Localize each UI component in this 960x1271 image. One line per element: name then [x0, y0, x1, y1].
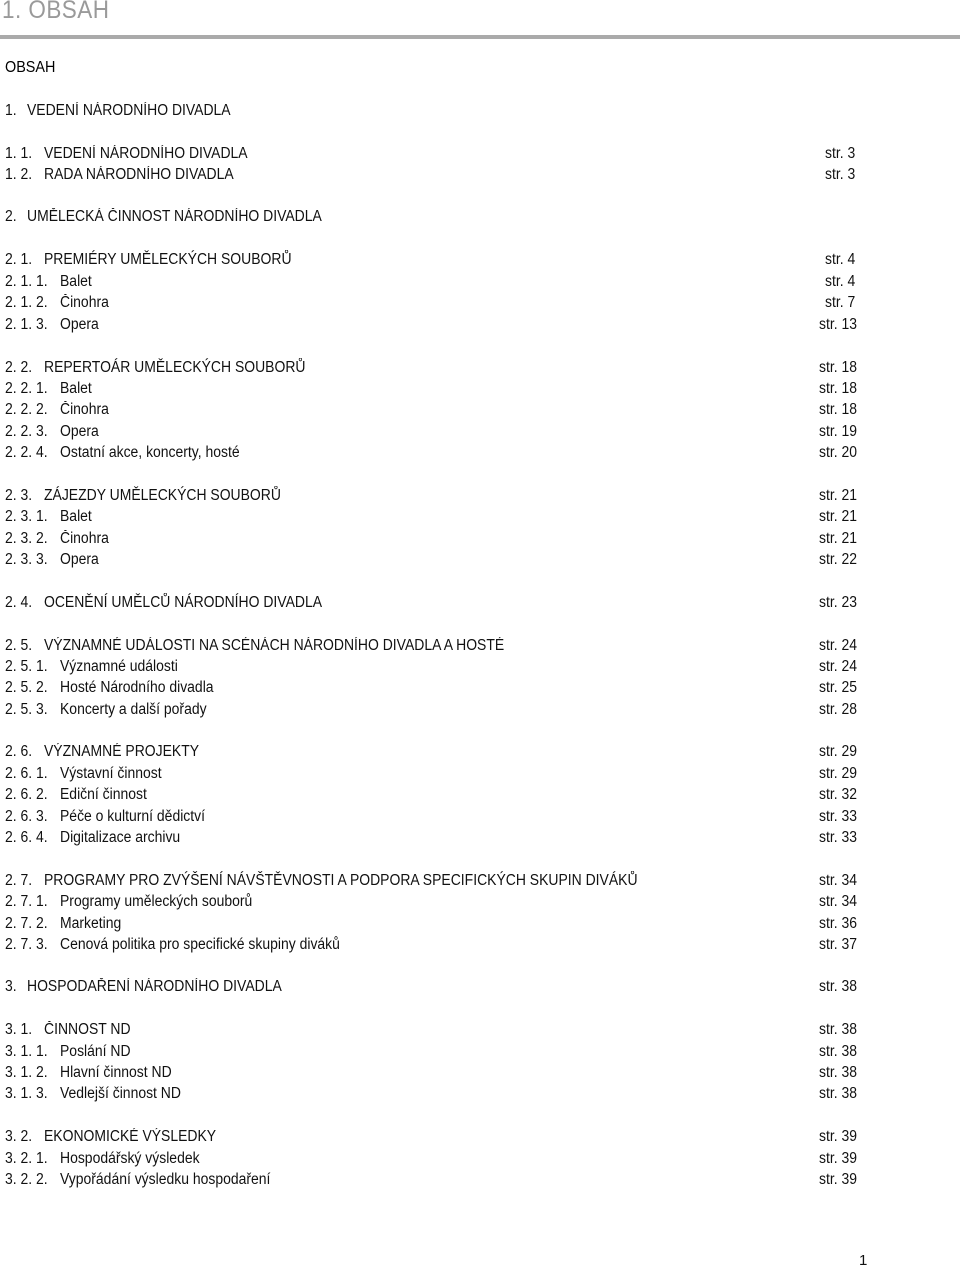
toc-entry-label: HOSPODAŘENÍ NÁRODNÍHO DIVADLA: [27, 978, 282, 995]
toc-entry-number: 3. 2. 1.: [5, 1150, 48, 1167]
toc-entry-label: RADA NÁRODNÍHO DIVADLA: [44, 166, 234, 183]
toc-entry-page: str. 23: [819, 594, 857, 611]
toc-entry-page: str. 3: [825, 145, 856, 162]
toc-entry-label: VEDENÍ NÁRODNÍHO DIVADLA: [44, 145, 248, 162]
toc-entry-page: str. 29: [819, 765, 857, 782]
toc-entry-label: VÝZNAMNÉ PROJEKTY: [44, 743, 200, 760]
toc-entry-number: 1. 2.: [5, 166, 33, 183]
toc-entry-label: Opera: [60, 551, 99, 568]
toc-entry[interactable]: [0, 935, 960, 955]
toc-entry[interactable]: [0, 165, 960, 185]
toc-entry-label: Balet: [60, 273, 92, 290]
toc-entry-number: 2. 5.: [5, 637, 33, 654]
toc-entry-number: 2. 6. 3.: [5, 808, 48, 825]
toc-entry-page: str. 24: [819, 658, 857, 675]
toc-entry-label: ČINNOST ND: [44, 1021, 131, 1038]
toc-entry-page: str. 18: [819, 380, 857, 397]
toc-entry-label: VÝZNAMNÉ UDÁLOSTI NA SCÉNÁCH NÁRODNÍHO DIVADLA A HOSTÉ: [44, 637, 505, 654]
toc-entry-label: Digitalizace archivu: [60, 829, 181, 846]
toc-entry-page: str. 38: [819, 1085, 857, 1102]
toc-entry-label: REPERTOÁR UMĚLECKÝCH SOUBORŮ: [44, 359, 306, 376]
toc-entry[interactable]: [0, 593, 960, 613]
toc-entry-number: 3. 2.: [5, 1128, 33, 1145]
toc-entry-number: 3. 1. 3.: [5, 1085, 48, 1102]
toc-entry[interactable]: [0, 272, 960, 292]
toc-entry-label: Výstavní činnost: [60, 765, 162, 782]
toc-entry-label: Činohra: [60, 294, 109, 311]
toc-entry-page: str. 33: [819, 829, 857, 846]
toc-entry[interactable]: [0, 207, 960, 227]
toc-entry-number: 2. 7. 2.: [5, 915, 48, 932]
toc-entry-number: 2. 2. 4.: [5, 444, 48, 461]
toc-entry[interactable]: [0, 422, 960, 442]
toc-entry-page: str. 33: [819, 808, 857, 825]
toc-entry-label: Opera: [60, 316, 99, 333]
toc-entry[interactable]: [0, 1149, 960, 1169]
toc-entry-number: 2. 2. 3.: [5, 423, 48, 440]
header-rule: [0, 35, 960, 39]
toc-entry-number: 2. 7. 3.: [5, 936, 48, 953]
toc-entry-page: str. 34: [819, 872, 857, 889]
toc-entry-page: str. 28: [819, 701, 857, 718]
toc-entry-label: Hlavní činnost ND: [60, 1064, 172, 1081]
toc-entry[interactable]: [0, 678, 960, 698]
toc-entry-number: 2. 2. 1.: [5, 380, 48, 397]
toc-entry-number: 2. 4.: [5, 594, 33, 611]
toc-entry-label: PROGRAMY PRO ZVÝŠENÍ NÁVŠTĚVNOSTI A PODPORA SPECIFICKÝCH SKUPIN DIVÁKŮ: [44, 872, 638, 889]
toc-entry-page: str. 3: [825, 166, 856, 183]
toc-entry-label: Poslání ND: [60, 1043, 131, 1060]
toc-entry-number: 2. 5. 2.: [5, 679, 48, 696]
toc-entry[interactable]: [0, 486, 960, 506]
toc-entry[interactable]: [0, 1170, 960, 1190]
toc-entry-number: 2. 3.: [5, 487, 33, 504]
toc-entry-label: VEDENÍ NÁRODNÍHO DIVADLA: [27, 102, 231, 119]
toc-entry-page: str. 7: [825, 294, 856, 311]
toc-entry-page: str. 32: [819, 786, 857, 803]
toc-entry-page: str. 39: [819, 1150, 857, 1167]
toc-entry-page: str. 21: [819, 530, 857, 547]
toc-entry-page: str. 39: [819, 1128, 857, 1145]
toc-entry[interactable]: [0, 700, 960, 720]
toc-entry-number: 3. 1. 1.: [5, 1043, 48, 1060]
toc-entry-page: str. 21: [819, 487, 857, 504]
page-number: 1: [859, 1252, 868, 1269]
toc-entry[interactable]: [0, 144, 960, 164]
toc-entry-label: PREMIÉRY UMĚLECKÝCH SOUBORŮ: [44, 251, 292, 268]
toc-entry-number: 2. 5. 3.: [5, 701, 48, 718]
toc-entry-label: Hosté Národního divadla: [60, 679, 214, 696]
toc-entry[interactable]: [0, 400, 960, 420]
toc-entry-page: str. 38: [819, 1043, 857, 1060]
toc-entry-number: 2. 6. 4.: [5, 829, 48, 846]
toc-entry[interactable]: [0, 1127, 960, 1147]
toc-entry-number: 2. 6. 2.: [5, 786, 48, 803]
toc-entry-number: 2. 6.: [5, 743, 33, 760]
toc-entry-number: 2. 2. 2.: [5, 401, 48, 418]
toc-entry-number: 3. 1. 2.: [5, 1064, 48, 1081]
toc-entry-label: Vypořádání výsledku hospodaření: [60, 1171, 271, 1188]
toc-entry-label: Koncerty a další pořady: [60, 701, 207, 718]
toc-entry[interactable]: [0, 892, 960, 912]
toc-entry-label: Balet: [60, 508, 92, 525]
toc-entry[interactable]: [0, 101, 960, 121]
toc-entry[interactable]: [0, 529, 960, 549]
toc-entry-page: str. 18: [819, 359, 857, 376]
toc-entry-label: UMĚLECKÁ ČINNOST NÁRODNÍHO DIVADLA: [27, 208, 322, 225]
toc-entry-number: 2. 1. 3.: [5, 316, 48, 333]
toc-entry-number: 2. 3. 3.: [5, 551, 48, 568]
toc-entry-label: Opera: [60, 423, 99, 440]
toc-entry-label: Ostatní akce, koncerty, hosté: [60, 444, 240, 461]
toc-entry[interactable]: [0, 1042, 960, 1062]
toc-entry-label: OCENĚNÍ UMĚLCŮ NÁRODNÍHO DIVADLA: [44, 594, 323, 611]
toc-entry-page: str. 25: [819, 679, 857, 696]
toc-entry-number: 1.: [5, 102, 17, 119]
toc-entry-page: str. 24: [819, 637, 857, 654]
toc-entry-number: 2. 1. 1.: [5, 273, 48, 290]
toc-entry-page: str. 36: [819, 915, 857, 932]
toc-entry-label: Vedlejší činnost ND: [60, 1085, 181, 1102]
toc-entry-label: Ediční činnost: [60, 786, 147, 803]
toc-entry-page: str. 34: [819, 893, 857, 910]
toc-heading: OBSAH: [5, 59, 56, 76]
toc-entry[interactable]: [0, 807, 960, 827]
toc-entry-page: str. 18: [819, 401, 857, 418]
toc-entry-number: 2. 5. 1.: [5, 658, 48, 675]
toc-entry-page: str. 29: [819, 743, 857, 760]
toc-entry-label: Činohra: [60, 401, 109, 418]
toc-entry-page: str. 22: [819, 551, 857, 568]
toc-entry[interactable]: [0, 977, 960, 997]
toc-entry-label: ZÁJEZDY UMĚLECKÝCH SOUBORŮ: [44, 487, 281, 504]
toc-entry-page: str. 38: [819, 1064, 857, 1081]
toc-entry-number: 2. 1.: [5, 251, 33, 268]
toc-entry-number: 3. 1.: [5, 1021, 33, 1038]
toc-entry-label: Cenová politika pro specifické skupiny diváků: [60, 936, 340, 953]
toc-entry[interactable]: [0, 443, 960, 463]
toc-entry-page: str. 4: [825, 251, 856, 268]
toc-entry-label: Hospodářský výsledek: [60, 1150, 200, 1167]
toc-entry[interactable]: [0, 1084, 960, 1104]
toc-entry[interactable]: [0, 657, 960, 677]
toc-entry-page: str. 38: [819, 978, 857, 995]
toc-entry[interactable]: [0, 358, 960, 378]
toc-entry-label: Péče o kulturní dědictví: [60, 808, 206, 825]
toc-entry[interactable]: [0, 1063, 960, 1083]
toc-entry-page: str. 13: [819, 316, 857, 333]
toc-entry[interactable]: [0, 764, 960, 784]
toc-entry-number: 2. 3. 1.: [5, 508, 48, 525]
toc-entry[interactable]: [0, 871, 960, 891]
toc-entry-page: str. 39: [819, 1171, 857, 1188]
toc-entry-number: 2. 6. 1.: [5, 765, 48, 782]
toc-entry[interactable]: [0, 550, 960, 570]
toc-entry-number: 3.: [5, 978, 17, 995]
toc-entry-page: str. 4: [825, 273, 856, 290]
toc-entry-number: 3. 2. 2.: [5, 1171, 48, 1188]
toc-entry-number: 2. 7. 1.: [5, 893, 48, 910]
toc-entry-label: EKONOMICKÉ VÝSLEDKY: [44, 1128, 217, 1145]
toc-entry-number: 2. 7.: [5, 872, 33, 889]
toc-entry-number: 2. 2.: [5, 359, 33, 376]
toc-entry-label: Činohra: [60, 530, 109, 547]
toc-entry[interactable]: [0, 379, 960, 399]
toc-entry-page: str. 21: [819, 508, 857, 525]
toc-entry[interactable]: [0, 914, 960, 934]
toc-entry-number: 1. 1.: [5, 145, 33, 162]
toc-entry-number: 2. 1. 2.: [5, 294, 48, 311]
toc-entry-label: Balet: [60, 380, 92, 397]
toc-entry-label: Marketing: [60, 915, 122, 932]
chapter-title: 1. OBSAH: [2, 0, 110, 24]
toc-entry-page: str. 20: [819, 444, 857, 461]
toc-entry-label: Významné události: [60, 658, 178, 675]
toc-entry-page: str. 38: [819, 1021, 857, 1038]
toc-entry-page: str. 37: [819, 936, 857, 953]
toc-entry[interactable]: [0, 636, 960, 656]
toc-entry[interactable]: [0, 315, 960, 335]
toc-entry-label: Programy uměleckých souborů: [60, 893, 253, 910]
toc-entry[interactable]: [0, 250, 960, 270]
toc-entry[interactable]: [0, 785, 960, 805]
toc-entry-number: 2.: [5, 208, 17, 225]
toc-entry[interactable]: [0, 293, 960, 313]
toc-entry[interactable]: [0, 828, 960, 848]
toc-entry-number: 2. 3. 2.: [5, 530, 48, 547]
toc-entry-page: str. 19: [819, 423, 857, 440]
toc-entry[interactable]: [0, 1020, 960, 1040]
toc-entry[interactable]: [0, 742, 960, 762]
toc-entry[interactable]: [0, 507, 960, 527]
